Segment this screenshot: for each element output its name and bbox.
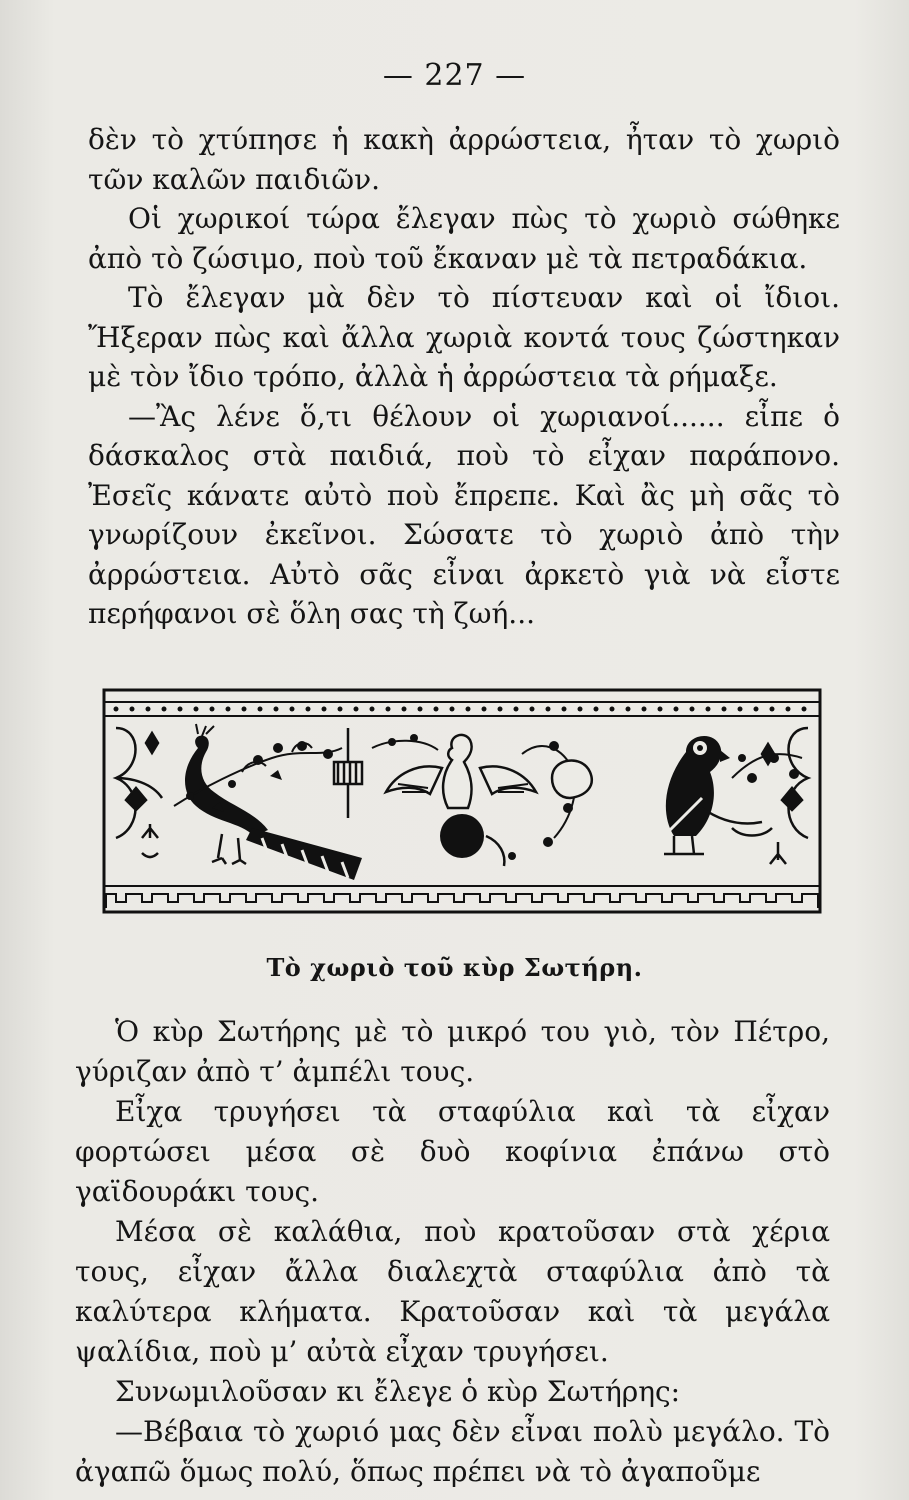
- paragraph-dialogue: —Βέβαια τὸ χωριό μας δὲν εἶναι πολὺ μεγάλο. Τὸ ἀγαπῶ ὅμως πολύ, ὅπως πρέπει νὰ τὸ ἀγαποῦμε: [75, 1415, 830, 1488]
- left-scroll-ornament: [116, 728, 162, 857]
- right-scroll-ornament: [762, 728, 808, 864]
- eagle-figure: [386, 735, 536, 866]
- paragraph: Ὁ κὺρ Σωτήρης μὲ τὸ μικρό του γιὸ, τὸν Πέτρο, γύριζαν ἀπὸ τ’ ἀμπέλι τους.: [75, 1015, 830, 1088]
- dotted-band: [114, 707, 807, 712]
- decorative-illustration: [102, 688, 822, 914]
- helmet-figure: [552, 761, 592, 798]
- paragraph: Μέσα σὲ καλάθια, ποὺ κρατοῦσαν στὰ χέρια τους, εἶχαν ἄλλα διαλεχτὰ σταφύλια ἀπὸ τὰ καλύτερα κλήματα. Κρατοῦσαν καὶ τὰ μεγάλα ψαλίδια, ποὺ μ’ αὐτὰ εἶχαν τρυγήσει.: [75, 1215, 830, 1368]
- meander-band: [106, 894, 818, 908]
- owl-figure: [662, 736, 772, 854]
- top-text-block: [88, 120, 840, 634]
- paragraph: Τὸ ἔλεγαν μὰ δὲν τὸ πίστευαν καὶ οἱ ἴδιοι. Ἤξεραν πὼς καὶ ἄλλα χωριὰ κοντά τους ζώστηκαν μὲ τὸν ἴδιο τρόπο, ἀλλὰ ἡ ἀρρώστεια τὰ ρήμαξε.: [88, 281, 840, 393]
- sphere-globe: [440, 814, 484, 858]
- paragraph: Συνωμιλοῦσαν κι ἔλεγε ὁ κὺρ Σωτήρης:: [115, 1375, 681, 1408]
- figure-caption: Τὸ χωριὸ τοῦ κὺρ Σωτήρη.: [266, 953, 643, 982]
- page-number: — 227 —: [382, 58, 527, 93]
- paragraph: Οἱ χωρικοί τώρα ἔλεγαν πὼς τὸ χωριὸ σώθηκε ἀπὸ τὸ ζώσιμο, ποὺ τοῦ ἔκαναν μὲ τὰ πετραδάκια.: [88, 202, 840, 275]
- pan-pipes-figure: [334, 728, 362, 818]
- bottom-text-block: [75, 1012, 830, 1492]
- berries-right: [388, 734, 579, 860]
- paragraph: Εἶχα τρυγήσει τὰ σταφύλια καὶ τὰ εἶχαν φορτώσει μέσα σὲ δυὸ κοφίνια ἐπάνω στὸ γαϊδουράκι τους.: [75, 1095, 830, 1208]
- paragraph-continuation: δὲν τὸ χτύπησε ἡ κακὴ ἀρρώστεια, ἦταν τὸ χωριὸ τῶν καλῶν παιδιῶν.: [88, 123, 840, 196]
- paragraph-dialogue: —Ἂς λένε ὅ,τι θέλουν οἱ χωριανοί...... εἶπε ὁ δάσκαλος στὰ παιδιά, ποὺ τὸ εἶχαν παράπονο. Ἐσεῖς κάνατε αὐτὸ ποὺ ἔπρεπε. Καὶ ἂς μὴ σᾶς τὸ γνωρίζουν ἐκεῖνοι. Σώσατε τὸ χωριὸ ἀπὸ τὴν ἀρρώστεια. Αὐτὸ σᾶς εἶναι ἀρκετὸ γιὰ νὰ εἶστε περήφανοι σὲ ὅλη σας τὴ ζωή...: [88, 399, 840, 630]
